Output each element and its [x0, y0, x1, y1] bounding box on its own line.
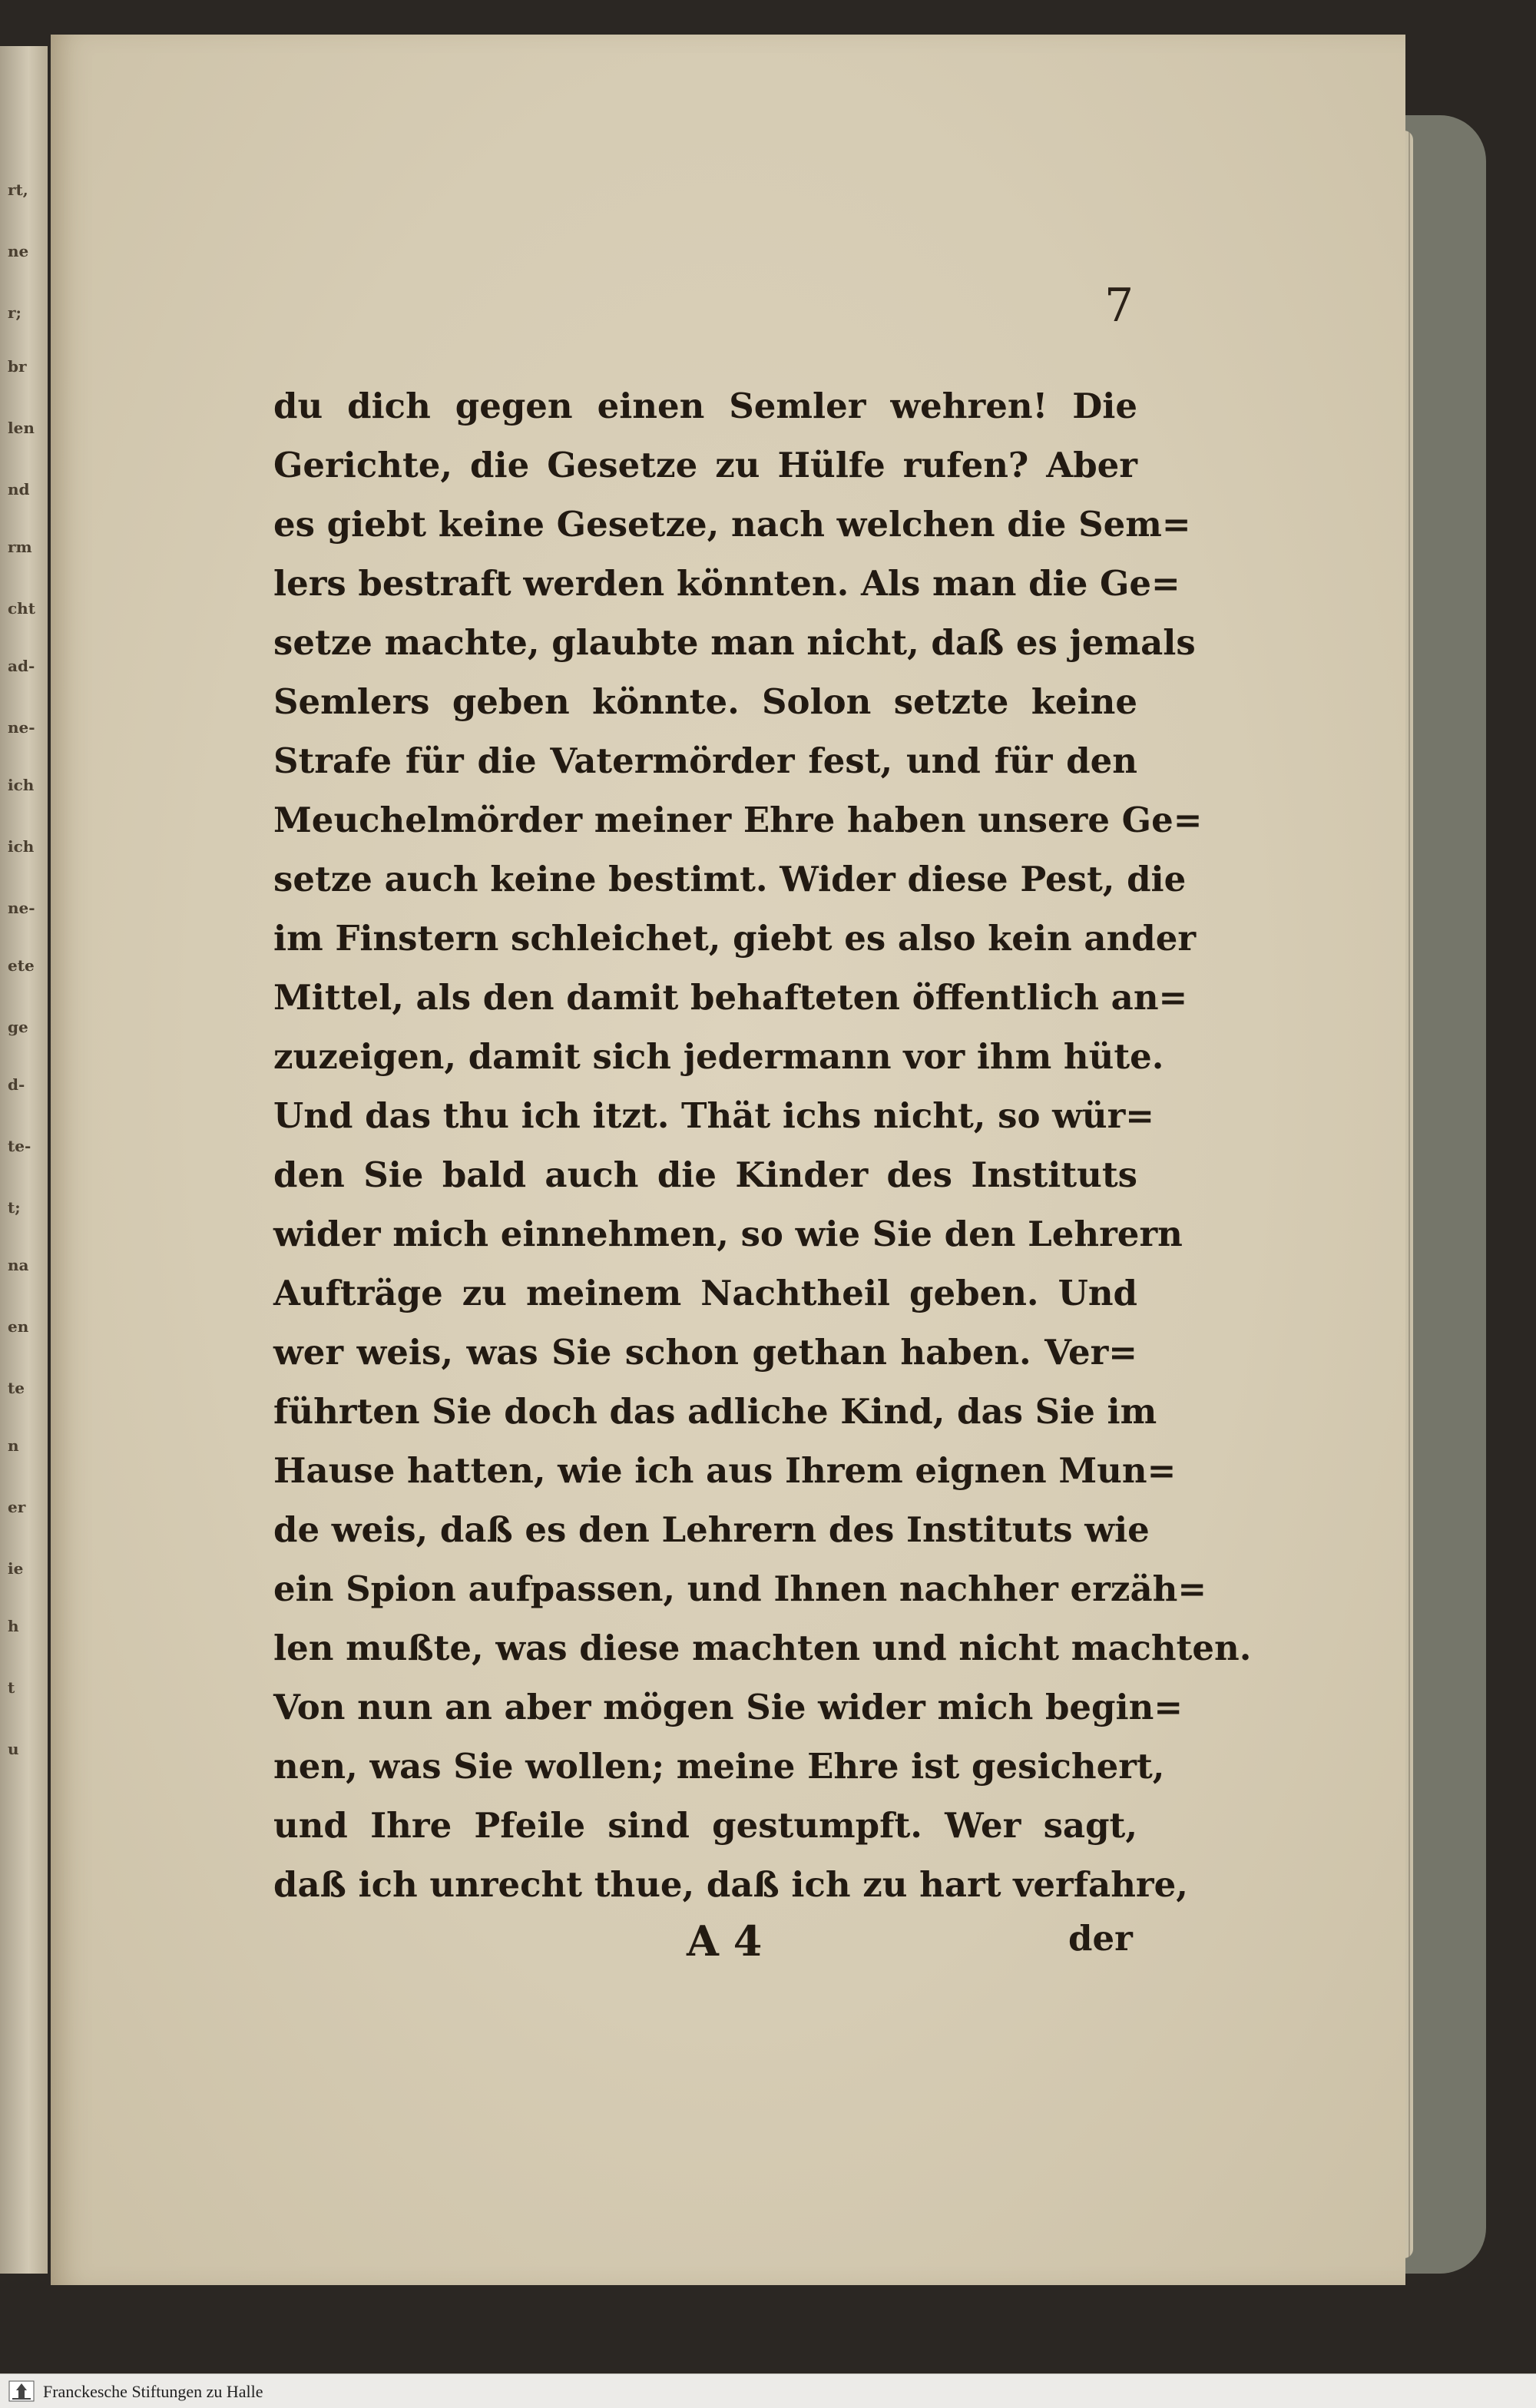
prev-page-fragment: ich [8, 837, 35, 856]
text-line: im Finstern schleichet, giebt es also kein ander [273, 918, 1197, 959]
prev-page-fragment: ne [8, 242, 29, 260]
credit-text: Franckesche Stiftungen zu Halle [43, 2382, 263, 2401]
text-line: Mittel, als den damit behafteten öffentlich an= [273, 977, 1188, 1018]
institution-logo-icon [8, 2380, 35, 2403]
prev-page-fragment: br [8, 357, 27, 376]
prev-page-fragment: cht [8, 599, 35, 618]
page-number: 7 [1104, 279, 1134, 333]
text-line: wer weis, was Sie schon gethan haben. Ver= [273, 1332, 1137, 1373]
previous-page-edge [0, 46, 48, 2274]
prev-page-fragment: te [8, 1379, 25, 1397]
prev-page-fragment: er [8, 1498, 26, 1516]
prev-page-fragment: ne- [8, 718, 35, 737]
prev-page-fragment: ge [8, 1018, 28, 1036]
prev-page-fragment: ne- [8, 899, 35, 917]
prev-page-fragment: na [8, 1256, 29, 1274]
prev-page-fragment: te- [8, 1137, 31, 1155]
text-line: Hause hatten, wie ich aus Ihrem eignen Mun= [273, 1450, 1177, 1491]
text-line: Aufträge zu meinem Nachtheil geben. Und [273, 1273, 1137, 1313]
text-line: de weis, daß es den Lehrern des Instituts wie [273, 1509, 1150, 1550]
prev-page-fragment: ad- [8, 657, 35, 675]
prev-page-fragment: len [8, 419, 35, 437]
credit-footer [0, 2373, 1536, 2408]
text-line: zuzeigen, damit sich jedermann vor ihm hüte. [273, 1036, 1164, 1077]
text-line: ein Spion aufpassen, und Ihnen nachher erzäh= [273, 1568, 1207, 1609]
prev-page-fragment: u [8, 1740, 19, 1758]
text-line: Von nun an aber mögen Sie wider mich begin= [273, 1687, 1183, 1727]
prev-page-fragment: n [8, 1436, 19, 1455]
prev-page-fragment: r; [8, 303, 22, 322]
prev-page-fragment: ie [8, 1559, 24, 1578]
text-line: lers bestraft werden könnten. Als man die Ge= [273, 563, 1180, 604]
body-text [273, 376, 1252, 1914]
prev-page-fragment: nd [8, 480, 30, 498]
prev-page-fragment: d- [8, 1075, 25, 1094]
text-line: führten Sie doch das adliche Kind, das Sie im [273, 1391, 1157, 1432]
text-line: Gerichte, die Gesetze zu Hülfe rufen? Aber [273, 445, 1137, 485]
text-line: Meuchelmörder meiner Ehre haben unsere Ge= [273, 800, 1203, 840]
prev-page-fragment: rt, [8, 181, 28, 199]
prev-page-fragment: ete [8, 956, 35, 975]
text-line: nen, was Sie wollen; meine Ehre ist gesichert, [273, 1746, 1165, 1787]
text-line: len mußte, was diese machten und nicht machten. [273, 1628, 1252, 1668]
prev-page-fragment: h [8, 1617, 19, 1635]
text-line: und Ihre Pfeile sind gestumpft. Wer sagt, [273, 1805, 1137, 1846]
text-line: Strafe für die Vatermörder fest, und für den [273, 740, 1137, 781]
text-line: setze machte, glaubte man nicht, daß es jemals [273, 622, 1196, 663]
text-line: den Sie bald auch die Kinder des Instituts [273, 1154, 1137, 1195]
catchword: der [1068, 1918, 1133, 1959]
book-page [51, 35, 1405, 2285]
text-line: Und das thu ich itzt. Thät ichs nicht, so wür= [273, 1095, 1154, 1136]
prev-page-fragment: en [8, 1317, 29, 1336]
prev-page-fragment: rm [8, 538, 32, 556]
prev-page-fragment: ich [8, 776, 35, 794]
text-line: es giebt keine Gesetze, nach welchen die Sem= [273, 504, 1191, 545]
prev-page-fragment: t [8, 1678, 15, 1697]
signature-mark: A 4 [687, 1916, 763, 1966]
text-line: du dich gegen einen Semler wehren! Die [273, 386, 1137, 426]
text-line: setze auch keine bestimt. Wider diese Pest, die [273, 859, 1187, 899]
text-line: daß ich unrecht thue, daß ich zu hart verfahre, [273, 1864, 1188, 1905]
text-line: Semlers geben könnte. Solon setzte keine [273, 681, 1137, 722]
text-line: wider mich einnehmen, so wie Sie den Lehrern [273, 1214, 1183, 1254]
prev-page-fragment: t; [8, 1198, 21, 1217]
